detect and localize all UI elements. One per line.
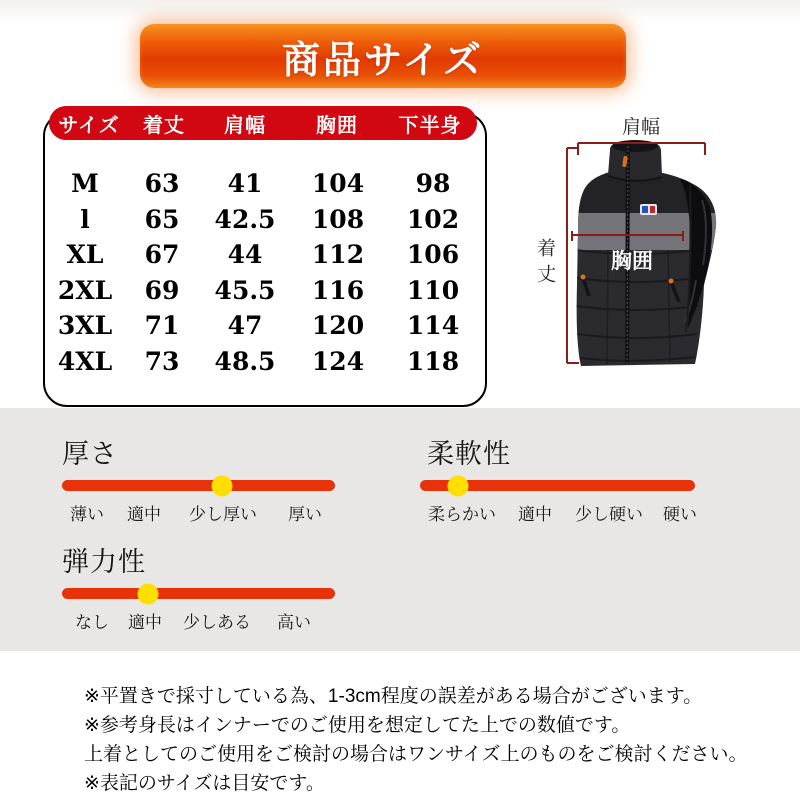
elasticity-dot [137,583,158,604]
note-line: ※参考身長はインナーでのご使用を想定してた上での数値です。 [84,715,631,736]
chest-logo [640,204,657,215]
col-header-lower: 下半身 [398,114,462,137]
scale-label: 柔らかい [428,505,496,524]
table-row [45,237,481,273]
cell-shoulder: 42.5 [214,204,276,234]
flexibility-bar [420,480,695,491]
cell-length: 71 [144,311,180,341]
col-header-shoulder: 肩幅 [224,114,266,137]
cell-size: M [71,169,99,199]
body-length-label: 着丈 [534,238,555,290]
elasticity-bar [62,588,335,599]
cell-shoulder: 48.5 [214,346,276,376]
cell-length: 63 [144,169,180,199]
thickness-dot [211,475,232,496]
table-row [45,273,481,309]
cell-lower: 114 [406,311,460,341]
cell-chest: 124 [311,346,365,376]
scale-label: 厚い [288,505,322,524]
scale-label: 高い [277,613,311,632]
cell-chest: 104 [311,169,365,199]
cell-chest: 112 [311,240,365,270]
measurement-notes [84,682,747,798]
feel-rating-section [0,408,800,651]
cell-size: l [80,204,90,234]
cell-size: XL [66,240,104,270]
size-table [43,112,487,407]
note-line: ※平置きで採寸している為、1-3cm程度の誤差がある場合がございます。 [84,686,703,707]
table-row [45,308,481,344]
scale-label: 適中 [518,505,552,524]
cell-chest: 108 [311,204,365,234]
thickness-slider [62,432,337,524]
cell-lower: 102 [406,204,460,234]
flexibility-title: 柔軟性 [427,439,511,469]
cell-chest: 116 [311,275,365,305]
scale-label: 少しある [183,613,251,632]
cell-shoulder: 47 [227,311,263,341]
size-table-body [45,166,481,379]
elasticity-slider [62,540,337,632]
cell-lower: 106 [406,240,460,270]
col-header-length: 着丈 [143,114,185,137]
table-row [45,344,481,380]
cell-chest: 120 [311,311,365,341]
cell-shoulder: 45.5 [214,275,276,305]
cell-size: 2XL [57,275,113,305]
cell-shoulder: 44 [227,240,263,270]
table-row [45,202,481,238]
scale-label: 薄い [70,505,104,524]
cell-size: 4XL [57,346,113,376]
cell-lower: 118 [406,346,460,376]
elasticity-title: 弾力性 [62,547,146,577]
scale-label: 硬い [663,505,697,524]
scale-label: なし [75,613,109,632]
cell-length: 73 [144,346,180,376]
cell-size: 3XL [57,311,113,341]
thickness-title: 厚さ [62,439,118,469]
scale-label: 少し厚い [189,505,257,524]
cell-length: 67 [144,240,180,270]
page-title: 商品サイズ [282,39,484,82]
table-row [45,166,481,202]
scale-label: 少し硬い [575,505,643,524]
chest-label: 胸囲 [611,250,653,273]
section-title-banner [140,24,626,88]
cell-length: 65 [144,204,180,234]
flexibility-dot [447,475,468,496]
cell-shoulder: 41 [227,169,263,199]
size-table-header [49,106,477,140]
cell-length: 69 [144,275,180,305]
note-line: 上着としてのご使用をご検討の場合はワンサイズ上のものをご検討ください。 [84,744,748,765]
cell-lower: 98 [415,169,451,199]
scale-label: 適中 [127,505,161,524]
col-header-chest: 胸囲 [316,114,358,137]
col-header-size: サイズ [58,114,120,137]
scale-label: 適中 [128,613,162,632]
flexibility-slider [420,432,697,524]
shoulder-width-label: 肩幅 [621,117,660,138]
cell-lower: 110 [406,275,460,305]
thickness-bar [62,480,335,491]
note-line: ※表記のサイズは目安です。 [84,773,325,794]
